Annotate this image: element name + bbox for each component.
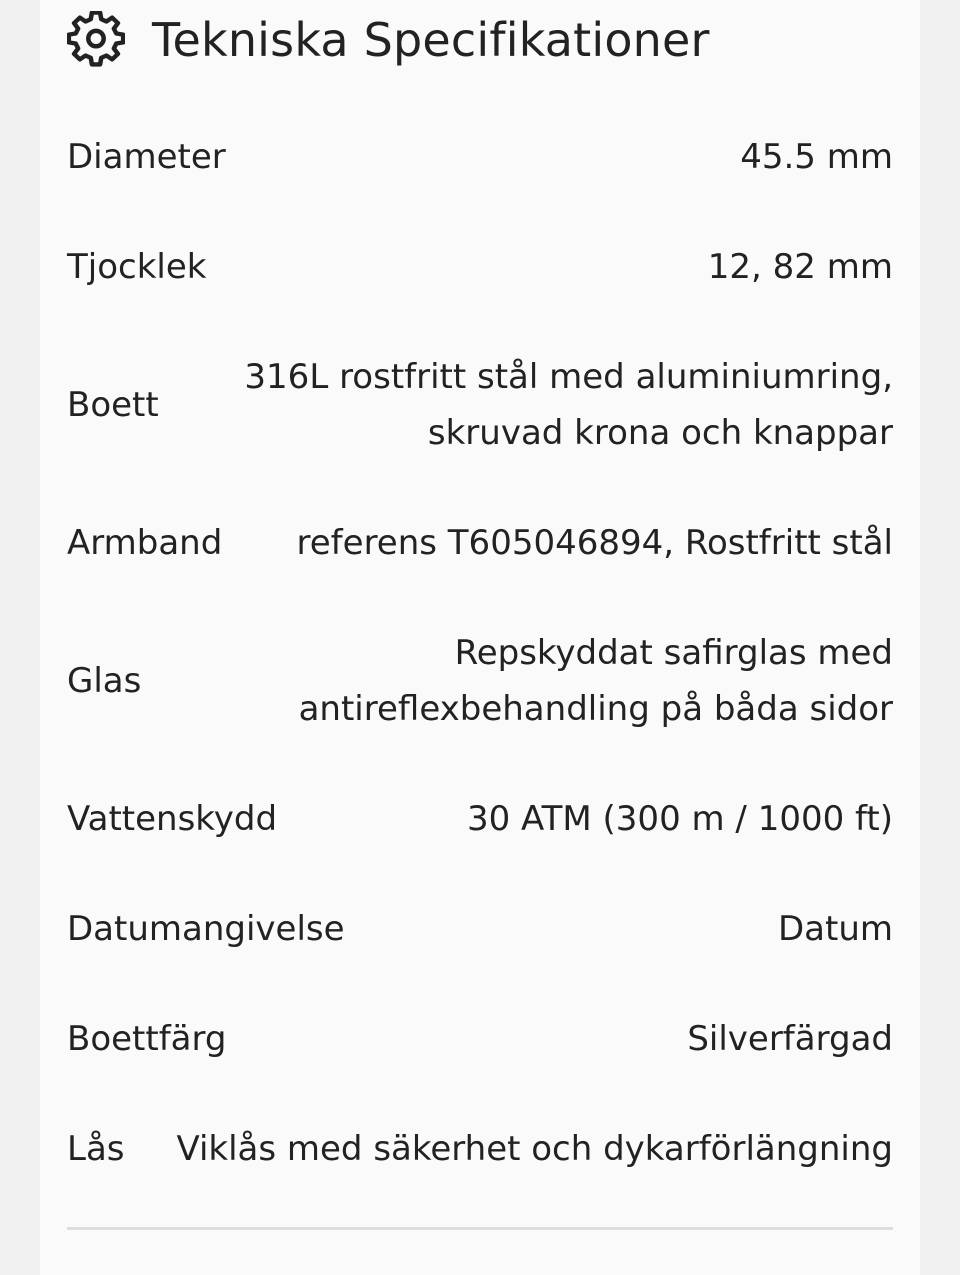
section-title: Tekniska Specifikationer: [152, 13, 710, 67]
spec-value-line: antireflexbehandling på båda sidor: [298, 689, 893, 729]
spec-value: 12, 82 mm: [707, 247, 893, 287]
spec-row-boettfarg: [67, 984, 893, 1094]
spec-row-armband: [67, 488, 893, 598]
spec-value: Viklås med säkerhet och dykarförlängning: [176, 1129, 893, 1169]
spec-list: [67, 102, 893, 1204]
spec-label: Boett: [67, 385, 159, 425]
spec-label: Glas: [67, 661, 142, 701]
spec-row-boett: [67, 322, 893, 488]
spec-value: [299, 625, 893, 737]
spec-row-vattenskydd: [67, 764, 893, 874]
spec-label: Lås: [67, 1129, 125, 1169]
spec-label: Vattenskydd: [67, 799, 278, 839]
spec-value: Silverfärgad: [687, 1019, 893, 1059]
spec-value: referens T605046894, Rostfritt stål: [296, 523, 893, 563]
spec-value: 30 ATM (300 m / 1000 ft): [466, 799, 893, 839]
spec-label: Diameter: [67, 137, 226, 177]
gear-icon: [67, 11, 125, 69]
spec-value: 45.5 mm: [740, 137, 893, 177]
spec-label: Tjocklek: [67, 247, 207, 287]
section-divider: [67, 1227, 893, 1230]
specifications-card: [40, 0, 920, 1275]
spec-value-line: Repskyddat safirglas med: [454, 633, 893, 673]
spec-row-datumangivelse: [67, 874, 893, 984]
spec-row-glas: [67, 598, 893, 764]
spec-row-diameter: [67, 102, 893, 212]
spec-row-tjocklek: [67, 212, 893, 322]
section-header: [67, 8, 710, 72]
spec-row-las: [67, 1094, 893, 1204]
spec-label: Armband: [67, 523, 223, 563]
spec-label: Datumangivelse: [67, 909, 345, 949]
spec-value-line: skruvad krona och knappar: [427, 413, 893, 453]
spec-value: [244, 349, 893, 461]
spec-value: Datum: [777, 909, 893, 949]
spec-value-line: 316L rostfritt stål med aluminiumring,: [244, 357, 893, 397]
spec-label: Boettfärg: [67, 1019, 227, 1059]
